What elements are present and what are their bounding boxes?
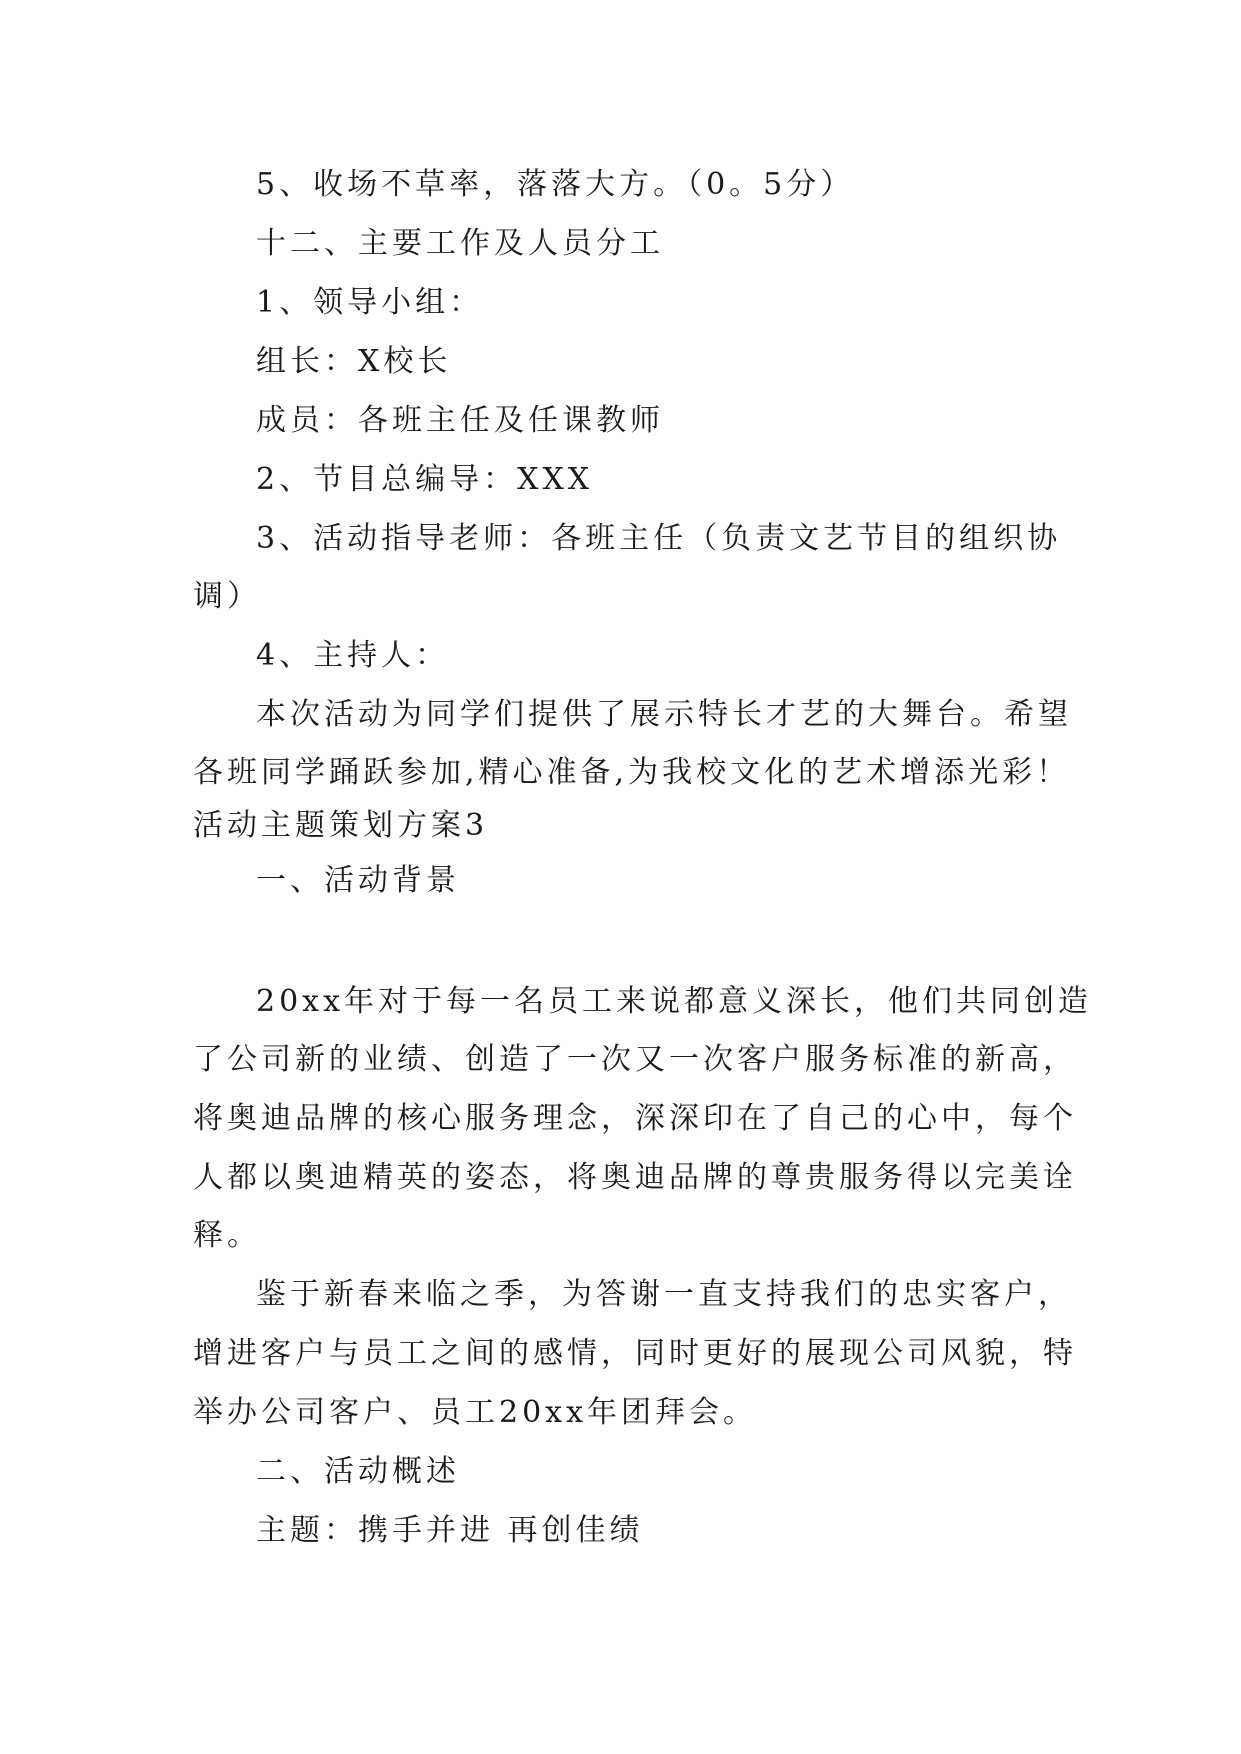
paragraph-line: 释。 [193, 1218, 261, 1253]
text-line: 1、领导小组： [256, 285, 484, 320]
text-line: 组长：X校长 [256, 344, 452, 379]
section-heading: 十二、主要工作及人员分工 [256, 226, 664, 261]
paragraph-line: 20xx年对于每一名员工来说都意义深长，他们共同创造 [256, 984, 1093, 1019]
paragraph-line: 了公司新的业绩、创造了一次又一次客户服务标准的新高， [193, 1042, 1077, 1077]
paragraph-line: 本次活动为同学们提供了展示特长才艺的大舞台。希望 [256, 697, 1072, 732]
paragraph-line: 举办公司客户、员工20xx年团拜会。 [193, 1395, 758, 1430]
paragraph-line: 人都以奥迪精英的姿态，将奥迪品牌的尊贵服务得以完美诠 [193, 1160, 1077, 1195]
paragraph-line: 各班同学踊跃参加,精心准备,为我校文化的艺术增添光彩！ [193, 755, 1071, 790]
text-line: 4、主持人： [256, 638, 450, 673]
paragraph-line: 增进客户与员工之间的感情，同时更好的展现公司风貌，特 [193, 1336, 1077, 1371]
paragraph-line: 将奥迪品牌的核心服务理念，深深印在了自己的心中，每个 [193, 1101, 1077, 1136]
paragraph-line: 鉴于新春来临之季，为答谢一直支持我们的忠实客户， [256, 1277, 1072, 1312]
document-title: 活动主题策划方案3 [193, 808, 489, 843]
section-heading: 二、活动概述 [256, 1454, 460, 1489]
text-line: 2、节目总编导：XXX [256, 462, 594, 497]
text-line: 3、活动指导老师：各班主任（负责文艺节目的组织协 [256, 521, 1062, 556]
text-line: 主题：携手并进 再创佳绩 [256, 1513, 644, 1548]
text-line: 调） [193, 579, 261, 614]
text-line: 5、收场不草率，落落大方。（0。5分） [256, 167, 855, 202]
section-heading: 一、活动背景 [256, 863, 460, 898]
text-line: 成员：各班主任及任课教师 [256, 403, 664, 438]
